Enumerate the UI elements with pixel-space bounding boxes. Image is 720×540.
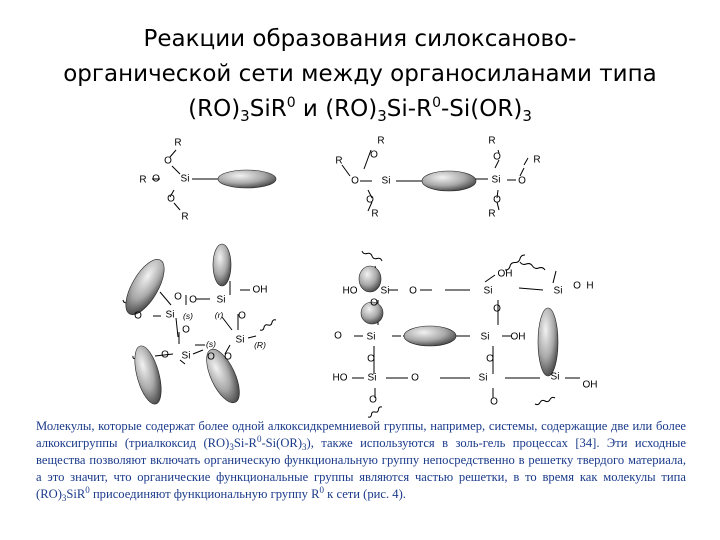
atom-label: O — [409, 285, 417, 297]
bonds — [123, 150, 580, 417]
title-line-1: Реакции образования силоксаново- — [143, 26, 577, 52]
atom-label: O — [573, 280, 581, 292]
silicon-atom: Si — [181, 350, 191, 362]
atom-label: R — [335, 155, 343, 167]
bond-line — [524, 158, 528, 165]
atom-label: O — [174, 291, 182, 303]
hydrogen-atom: H — [586, 280, 594, 292]
atom-label: HO — [332, 372, 348, 384]
chirality-label: (s) — [183, 311, 193, 321]
atom-label: O — [370, 149, 378, 161]
organic-group-r0 — [404, 326, 456, 346]
wavy-bond — [368, 407, 382, 417]
silicon-atom: Si — [478, 372, 488, 384]
atom-label: O — [493, 194, 501, 206]
atom-label: R — [377, 135, 385, 147]
organic-group-r0 — [218, 170, 276, 188]
bond-line — [172, 166, 180, 174]
atom-label: O — [493, 151, 501, 163]
atom-label: R — [488, 208, 496, 220]
atom-label: R — [371, 208, 379, 220]
atom-label: O — [486, 353, 494, 365]
silicon-atom: Si — [216, 294, 226, 306]
silicon-atom: Si — [380, 285, 390, 297]
bond-line — [193, 350, 203, 354]
atom-label: O — [152, 173, 160, 185]
wavy-bond — [535, 397, 555, 404]
atom-label: O — [164, 155, 172, 167]
organic-group-r0 — [213, 244, 231, 286]
atom-label: R — [174, 137, 182, 149]
silicon-atom: Si — [381, 175, 391, 187]
atom-label: R — [139, 174, 147, 186]
wavy-bond — [362, 251, 382, 261]
bond-line — [174, 203, 180, 210]
atom-label: O — [493, 303, 501, 315]
atom-label: O — [224, 351, 232, 363]
organic-group-r0 — [538, 308, 558, 376]
atom-label: O — [238, 310, 246, 322]
slide-title — [20, 22, 700, 127]
silicon-atom: Si — [165, 309, 175, 321]
atom-label: O — [334, 330, 342, 342]
atom-label: HO — [342, 285, 358, 297]
atom-label: OH — [497, 268, 513, 280]
silicon-atom: Si — [483, 285, 493, 297]
organic-group-r0 — [359, 266, 381, 292]
silicon-atom: Si — [553, 285, 563, 297]
atom-label: O — [366, 194, 374, 206]
atom-label: O — [369, 394, 377, 406]
chirality-label: (R) — [254, 340, 266, 350]
silicon-atom: Si — [235, 334, 245, 346]
atom-label: O — [161, 349, 169, 361]
atom-label: O — [367, 353, 375, 365]
atom-label: O — [490, 396, 498, 408]
atom-label: O — [370, 297, 378, 309]
atom-label: O — [182, 324, 190, 336]
silicon-atom: Si — [550, 371, 560, 383]
chirality-label: (r) — [214, 310, 224, 320]
atom-label: R — [181, 211, 189, 223]
title-line-2: органической сети между органосиланами типа — [63, 61, 657, 87]
atom-label: O — [189, 294, 197, 306]
reaction-schemes — [0, 130, 720, 420]
chirality-label: (s) — [206, 339, 216, 349]
atom-label: OH — [510, 331, 526, 343]
wavy-bond — [260, 320, 276, 330]
bond-line — [519, 288, 543, 290]
organic-group-r0 — [118, 254, 172, 321]
atom-label: O — [411, 372, 419, 384]
organic-group-r0 — [422, 171, 476, 191]
bond-line — [342, 165, 350, 176]
atom-label: O — [518, 175, 526, 187]
caption: Молекулы, которые содержат более одной алкоксидкремниевой группы, например, системы, содержащие две или более алкоксигруппы (триалкоксид $(RO)_3Si-R^0-Si(OR)_3$), также используются в золь-гель процессах [34]. Эти исходные вещества позволяют включать органическую функциональную группу непосредственно в решетку твердого материала, а это значит, что органические функциональные группы являются частью решетки, в то время как молекулы типа $(RO)_3SiR^0$ присоединяют функциональную группу $R^0$ к сети (рис. 4). — [36, 419, 686, 503]
silicon-atom: Si — [367, 372, 377, 384]
atom-label: R — [533, 154, 541, 166]
bond-line — [248, 336, 256, 338]
atom-label: O — [351, 175, 359, 187]
atom-label: OH — [252, 284, 268, 296]
atom-label: R — [488, 135, 496, 147]
silicon-atom: Si — [491, 174, 501, 186]
silicon-atom: Si — [366, 331, 376, 343]
bond-line — [485, 275, 495, 282]
bond-line — [176, 318, 178, 337]
atom-label: OH — [582, 379, 598, 391]
atom-label: O — [167, 193, 175, 205]
silicon-atom: Si — [480, 331, 490, 343]
wavy-bond — [520, 262, 545, 270]
bond-line — [160, 292, 171, 305]
atom-label: O — [134, 310, 142, 322]
silicon-atom: Si — [180, 173, 190, 185]
bond-line — [553, 271, 556, 283]
bond-line — [222, 317, 232, 330]
title-line-3: $(RO)_3SiR^0$ и $(RO)_3Si-R^0-Si(OR)_3$ — [188, 95, 532, 125]
atom-label: O — [207, 351, 215, 363]
